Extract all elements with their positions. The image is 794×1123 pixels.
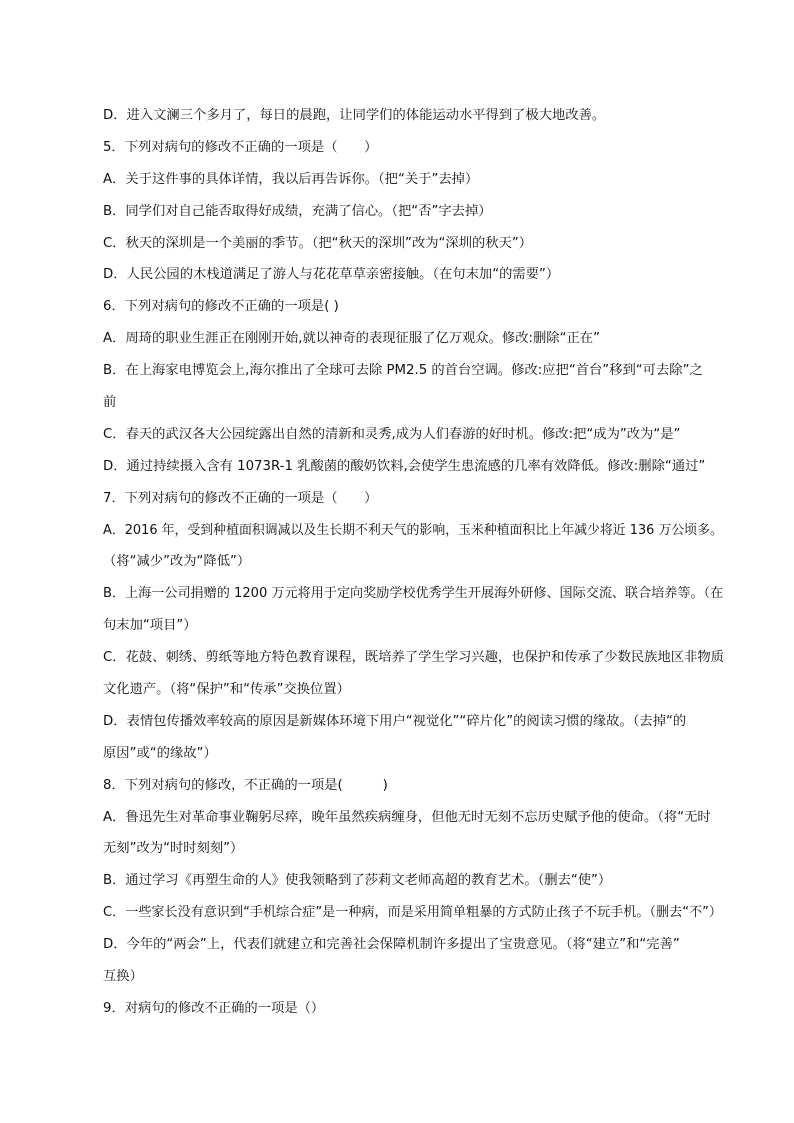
text-line: D．进入文澜三个多月了，每日的晨跑，让同学们的体能运动水平得到了极大地改善。 <box>103 108 606 123</box>
text-line: 原因”或“的缘故”） <box>103 745 217 761</box>
text-line: D．人民公园的木栈道满足了游人与花花草草亲密接触。（在句末加“的需要”） <box>103 267 560 283</box>
text-line: D．通过持续摄入含有 1073R-1 乳酸菌的酸奶饮料,会使学生患流感的几率有效降低。修改:删除“通过” <box>103 458 706 474</box>
text-line: A．关于这件事的具体详情，我以后再告诉你。（把“关于”去掉） <box>103 171 479 187</box>
text-line: 7．下列对病句的修改不正确的一项是（ ） <box>103 490 378 506</box>
text-line: A．周琦的职业生涯正在刚刚开始,就以神奇的表现征服了亿万观众。修改:删除“正在” <box>103 331 600 347</box>
text-line: D．今年的“两会”上，代表们就建立和完善社会保障机制许多提出了宝贵意见。（将“建立”和“完善” <box>103 937 680 953</box>
text-line: 6．下列对病句的修改不正确的一项是( ) <box>103 299 339 315</box>
text-line: 文化遗产。（将“保护”和“传承”交换位置） <box>103 682 350 698</box>
text-line: （将“减少”改为“降低”） <box>103 554 251 570</box>
text-line: C．秋天的深圳是一个美丽的季节。（把“秋天的深圳”改为“深圳的秋天”） <box>103 235 533 251</box>
text-line: 8．下列对病句的修改，不正确的一项是( ) <box>103 777 388 793</box>
text-line: B．在上海家电博览会上,海尔推出了全球可去除 PM2.5 的首台空调。修改:应把“首台”移到“可去除”之 <box>103 363 703 379</box>
text-line: 句末加“项目”） <box>103 618 197 634</box>
text-line: A．2016 年，受到种植面积调减以及生长期不利天气的影响，玉米种植面积比上年减少将近 136 万公顷多。 <box>103 522 723 538</box>
text-line: B．同学们对自己能否取得好成绩，充满了信心。（把“否”字去掉） <box>103 203 492 219</box>
text-line: 前 <box>103 395 117 411</box>
text-line: D．表情包传播效率较高的原因是新媒体环境下用户“视觉化”“碎片化”的阅读习惯的缘故。（去掉“的 <box>103 713 687 729</box>
text-line: 9．对病句的修改不正确的一项是（） <box>103 1000 325 1016</box>
text-line: 互换） <box>103 969 143 985</box>
text-line: B．上海一公司捐赠的 1200 万元将用于定向奖励学校优秀学生开展海外研修、国际交流、联合培养等。（在 <box>103 586 724 602</box>
text-line: C．一些家长没有意识到“手机综合症”是一种病，而是采用简单粗暴的方式防止孩子不玩手机。（删去“不”） <box>103 905 722 921</box>
text-line: B．通过学习《再塑生命的人》使我领略到了莎莉文老师高超的教育艺术。（删去“使”） <box>103 873 612 889</box>
text-line: C．花鼓、刺绣、剪纸等地方特色教育课程，既培养了学生学习兴趣，也保护和传承了少数民族地区非物质 <box>103 650 724 666</box>
text-line: C．春天的武汉各大公园绽露出自然的清新和灵秀,成为人们春游的好时机。修改:把“成为”改为“是” <box>103 426 681 442</box>
document-body <box>103 100 725 1025</box>
text-line: A．鲁迅先生对革命事业鞠躬尽瘁，晚年虽然疾病缠身，但他无时无刻不忘历史赋予他的使命。（将“无时 <box>103 809 711 825</box>
text-line: 无刻”改为“时时刻刻”） <box>103 841 244 857</box>
text-line: 5．下列对病句的修改不正确的一项是（ ） <box>103 139 378 155</box>
